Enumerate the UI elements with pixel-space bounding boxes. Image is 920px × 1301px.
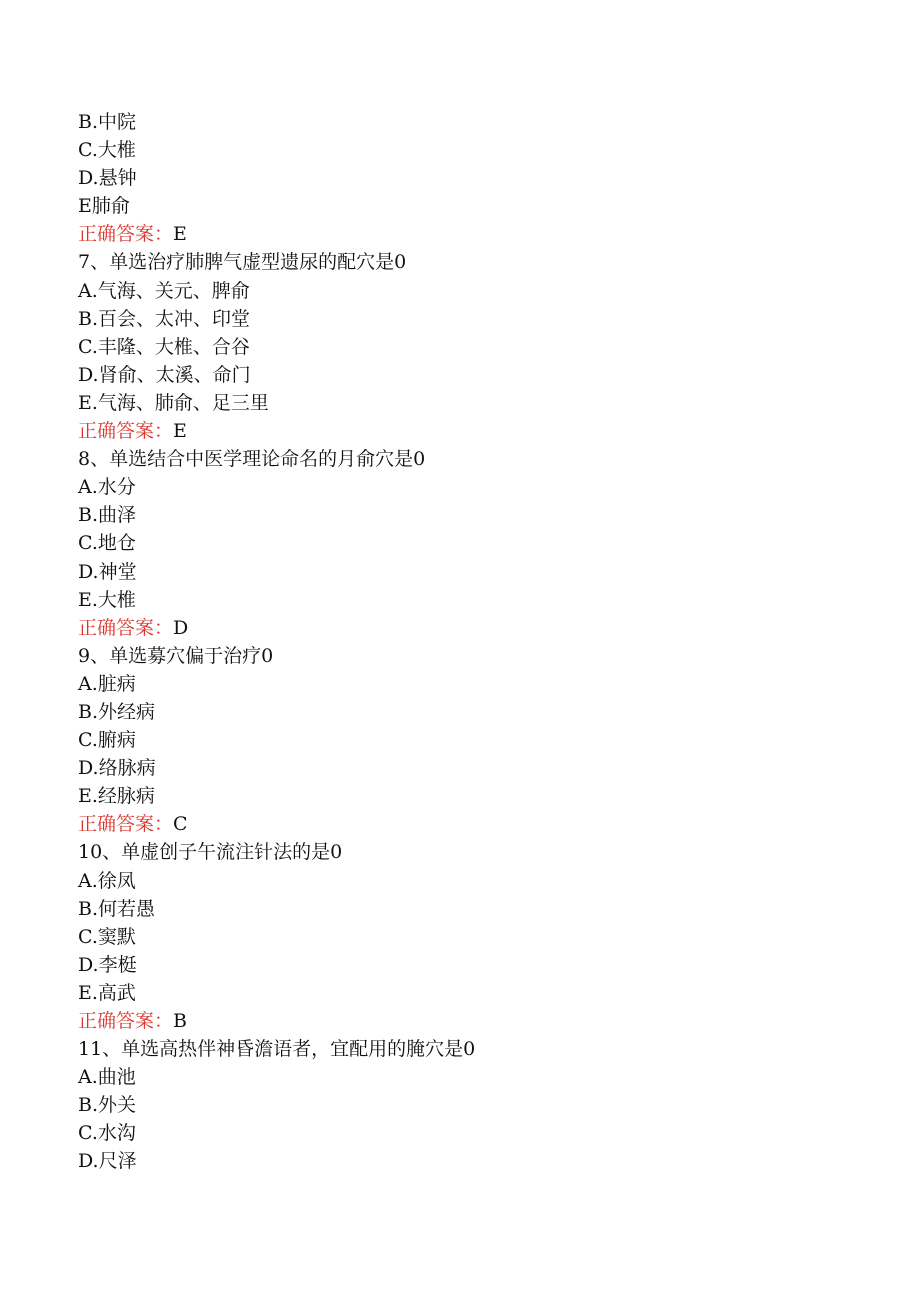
answer-label: 正确答案： xyxy=(78,223,174,246)
question-text: 11、单选高热伴神昏澹语者，宜配用的腌穴是0 xyxy=(78,1038,476,1061)
option-text: B.曲泽 xyxy=(78,504,137,527)
option-text: A.脏病 xyxy=(78,672,136,695)
option-text: D.神堂 xyxy=(78,560,137,583)
option-text: E.大椎 xyxy=(78,588,136,611)
question-text: 10、单虚创子午流注针法的是0 xyxy=(78,841,343,864)
option-text: D.尺泽 xyxy=(78,1150,137,1173)
question-text: 7、单选治疗肺脾气虚型遗尿的配穴是0 xyxy=(78,251,407,274)
option-text: D.李梃 xyxy=(78,953,137,976)
option-text: B.百会、太冲、印堂 xyxy=(78,307,251,330)
option-text: B.外关 xyxy=(78,1094,137,1117)
option-text: A.徐凤 xyxy=(78,869,136,892)
answer-line xyxy=(78,220,858,248)
option-text: E.气海、肺俞、足三里 xyxy=(78,391,269,414)
answer-line xyxy=(78,614,858,642)
option-text: E.高武 xyxy=(78,981,136,1004)
option-text: D.悬钟 xyxy=(78,167,137,190)
option-text: C.大椎 xyxy=(78,139,136,162)
option-text: C.腑病 xyxy=(78,729,136,752)
answer-value: E xyxy=(173,223,187,246)
option-text: E肺俞 xyxy=(78,195,130,218)
option-text: D.络脉病 xyxy=(78,757,156,780)
option-text: D.肾俞、太溪、命门 xyxy=(78,363,251,386)
answer-value: E xyxy=(173,420,187,443)
answer-line xyxy=(78,1007,858,1035)
option-text: A.曲池 xyxy=(78,1066,136,1089)
option-text: A.气海、关元、脾俞 xyxy=(78,279,250,302)
answer-label: 正确答案： xyxy=(78,616,174,639)
answer-line xyxy=(78,417,858,445)
option-text: A.水分 xyxy=(78,476,136,499)
answer-value: C xyxy=(173,813,188,836)
option-text: B.中院 xyxy=(78,111,137,133)
answer-value: D xyxy=(173,616,189,639)
answer-label: 正确答案： xyxy=(78,813,174,836)
option-text: C.丰隆、大椎、合谷 xyxy=(78,335,250,358)
option-text: C.地仓 xyxy=(78,532,136,555)
option-text: C.水沟 xyxy=(78,1122,136,1145)
question-text: 9、单选募穴偏于治疗0 xyxy=(78,644,274,667)
option-text: E.经脉病 xyxy=(78,785,155,808)
option-text: C.窦默 xyxy=(78,925,136,948)
question-text: 8、单选结合中医学理论命名的月俞穴是0 xyxy=(78,448,426,471)
answer-label: 正确答案： xyxy=(78,1010,174,1032)
option-text: B.外经病 xyxy=(78,700,156,723)
answer-label: 正确答案： xyxy=(78,420,174,443)
answer-line xyxy=(78,810,858,838)
option-text: B.何若愚 xyxy=(78,897,156,920)
answer-value: B xyxy=(173,1010,187,1032)
document-page xyxy=(78,108,858,1176)
